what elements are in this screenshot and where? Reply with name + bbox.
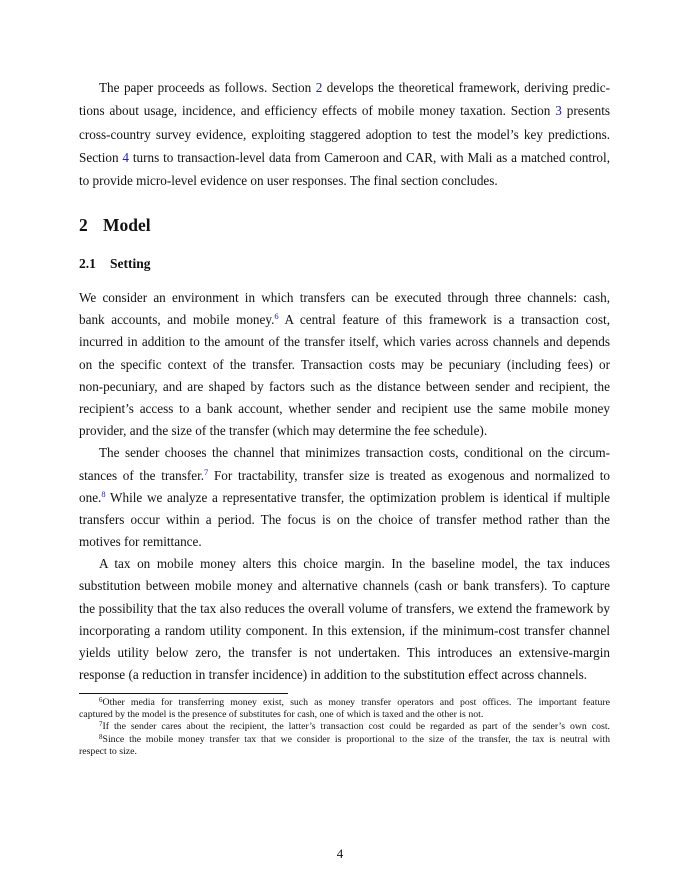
text-run: one. [79, 489, 102, 505]
body-line [79, 487, 610, 509]
text-run: bank accounts, and mobile money. [79, 312, 275, 328]
intro-paragraph [79, 76, 610, 192]
body-line [79, 531, 610, 553]
page-number: 4 [336, 846, 344, 861]
section-ref-link[interactable]: 3 [555, 103, 562, 119]
text-run: A tax on mobile money alters this choice margin. In the baseline model, the tax induces [99, 556, 610, 572]
section-title: Model [103, 215, 151, 235]
text-run: presents [561, 103, 610, 119]
subsection-number: 2.1 [79, 256, 96, 271]
text-run: The paper proceeds as follows. Section [99, 80, 316, 95]
body-line [79, 598, 610, 620]
body-line [79, 376, 610, 398]
text-run: For tractability, transfer size is treated as exogenous and normalized to [208, 467, 610, 483]
text-run: the possibility that the tax also reduces the overall volume of transfers, we extend the framework by [79, 600, 610, 616]
text-run: yields utility below zero, the transfer is not undertaken. This introduces an extensive-margin [79, 645, 610, 660]
body-line [79, 354, 610, 376]
body-line [79, 465, 610, 487]
footnote-marker: 7 [99, 720, 103, 729]
body-line [79, 664, 610, 686]
footnote-marker[interactable]: 6 [274, 311, 279, 322]
text-run: The sender chooses the channel that minimizes transaction costs, conditional on the circum- [99, 445, 610, 461]
text-run: to provide micro-level evidence on user responses. The final section concludes. [79, 173, 498, 189]
text-run: provider, and the size of the transfer (which may determine the fee schedule). [79, 423, 488, 439]
intro-line [79, 146, 610, 169]
text-run: While we analyze a representative transfer, the optimization problem is identical if multiple [105, 489, 610, 505]
text-run: on the specific context of the transfer. Transaction costs may be pecuniary (including fees) or [79, 356, 610, 372]
body-line [79, 309, 610, 331]
body-line [79, 442, 610, 464]
text-run: Since the mobile money transfer tax that we consider is proportional to the size of the transfer, the tax is neutral with [102, 733, 610, 745]
text-run: Section [79, 149, 123, 165]
section-heading [79, 214, 151, 236]
body-line [79, 509, 610, 531]
footnote-line [79, 721, 610, 733]
text-run: develops the theoretical framework, deriving predic- [322, 80, 610, 95]
text-run: motives for remittance. [79, 534, 202, 550]
text-run: Other media for transferring money exist, such as money transfer operators and post offices. The important feature [102, 697, 610, 708]
text-run: tions about usage, incidence, and efficiency effects of mobile money taxation. Section [79, 103, 556, 119]
text-run: turns to transaction-level data from Cameroon and CAR, with Mali as a matched control, [129, 149, 610, 165]
footnotes [79, 697, 610, 758]
body-text [79, 287, 610, 686]
subsection-title: Setting [110, 256, 151, 271]
text-run: We consider an environment in which transfers can be executed through three channels: cash, [79, 290, 610, 305]
footnote-rule [79, 693, 288, 694]
body-line [79, 398, 610, 420]
section-number: 2 [79, 215, 88, 235]
text-run: incurred in addition to the amount of the transfer itself, which varies across channels and depends [79, 334, 610, 350]
footnote-marker: 6 [99, 696, 103, 704]
text-run: incorporating a random utility component. In this extension, if the minimum-cost transfer channel [79, 622, 610, 638]
text-run: response (a reduction in transfer incidence) in addition to the substitution effect across channels. [79, 667, 588, 683]
text-run: transfers occur within a period. The focus is on the choice of transfer method rather than the [79, 511, 610, 527]
body-line [79, 642, 610, 664]
text-run: If the sender cares about the recipient, the latter’s transaction cost could be regarded as part of the sender’s own cost. [102, 721, 610, 733]
text-run: stances of the transfer. [79, 467, 205, 483]
body-line [79, 620, 610, 642]
text-run: cross-country survey evidence, exploiting staggered adoption to test the model’s key predictions. [79, 126, 610, 142]
intro-line [79, 99, 610, 122]
section-ref-link[interactable]: 4 [122, 149, 130, 165]
footnote-line [79, 709, 610, 721]
body-line [79, 331, 610, 353]
footnote-line [79, 697, 610, 709]
body-line [79, 553, 610, 575]
subsection-heading [79, 255, 151, 273]
body-line [79, 287, 610, 309]
text-run: captured by the model is the presence of substitutes for cash, one of which is taxed and the other is not. [79, 709, 484, 721]
text-run: recipient’s access to a bank account, whether sender and recipient use the same mobile money [79, 400, 610, 416]
footnote-line [79, 734, 610, 746]
body-line [79, 420, 610, 442]
body-line [79, 575, 610, 597]
intro-line [79, 76, 610, 99]
intro-line [79, 169, 610, 192]
text-run: respect to size. [79, 745, 137, 757]
text-run: substitution between mobile money and alternative channels (cash or bank transfers). To capture [79, 578, 610, 594]
intro-line [79, 123, 610, 146]
footnote-marker[interactable]: 8 [101, 488, 106, 499]
text-run: non-pecuniary, and are shaped by factors such as the distance between sender and recipient, the [79, 378, 610, 394]
text-run: A central feature of this framework is a transaction cost, [278, 312, 610, 328]
footnote-line [79, 746, 610, 758]
footnote-marker: 8 [99, 732, 103, 741]
section-ref-link[interactable]: 2 [315, 80, 323, 95]
footnote-marker[interactable]: 7 [204, 466, 209, 477]
